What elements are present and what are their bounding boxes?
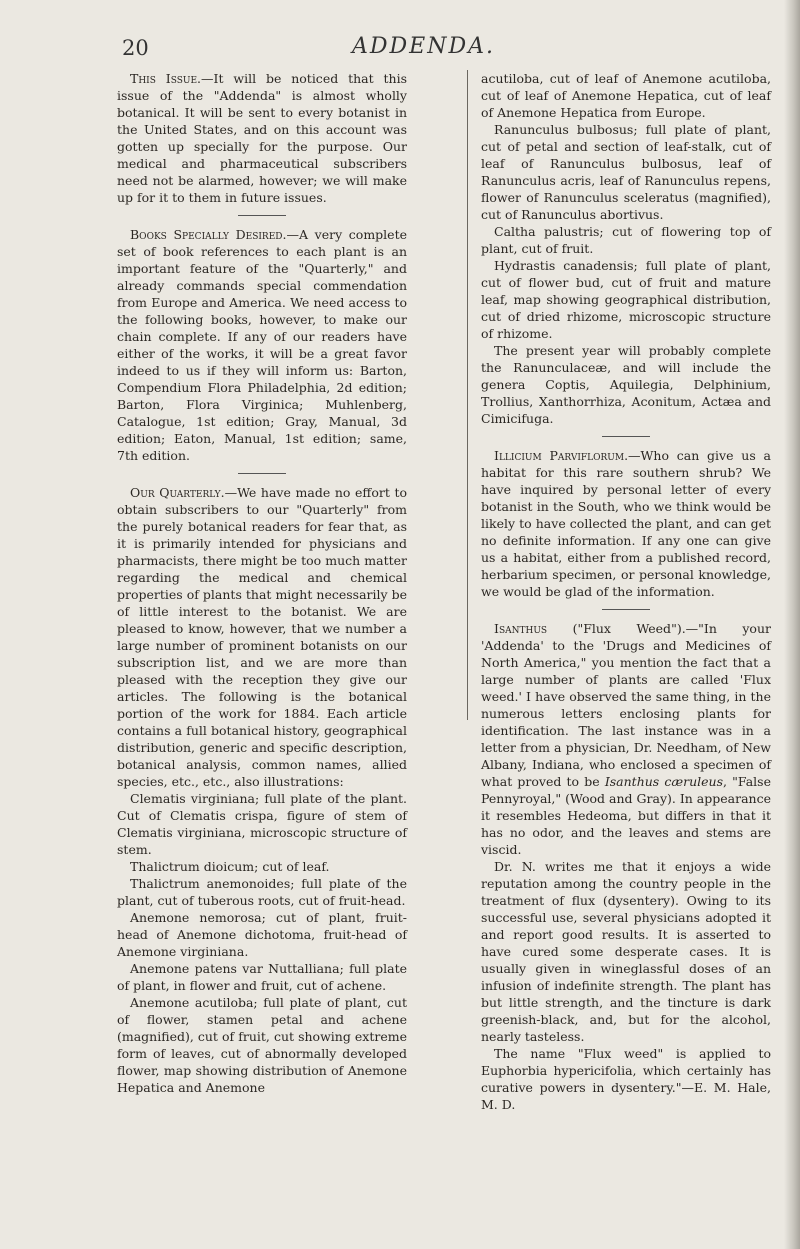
paragraph-this-issue: [117, 70, 407, 206]
list-item: The present year will probably complete the Ranunculaceæ, and will include the genera Coptis, Aquilegia, Delphinium, Trollius, Xanthorrhiza, Aconitum, Actæa and Cimicifuga.: [481, 343, 771, 426]
list-item: Hydrastis canadensis; full plate of plant, cut of flower bud, cut of fruit and mature leaf, map showing geographical distribution, cut of dried rhizome, microscopic structure of rhizome.: [481, 258, 771, 341]
paragraph-heading: Illicium Parviflorum.: [494, 448, 629, 463]
list-item: Ranunculus bulbosus; full plate of plant, cut of petal and section of leaf-stalk, cut of leaf of Ranunculus bulbosus, leaf of Ranunculus acris, leaf of Ranunculus repens, flower of Ranunculus sceleratus (magnified), cut of Ranunculus abortivus.: [481, 122, 771, 222]
paragraph-illicium: [481, 447, 771, 600]
section-divider: [238, 215, 286, 216]
paragraph-heading: Our Quarterly.: [130, 485, 225, 500]
page-number: 20: [122, 36, 149, 60]
plant-list: [117, 790, 407, 1096]
paragraph-body: , "False Pennyroyal," (Wood and Gray). In appearance it resembles Hedeoma, but differs in that it has no odor, and the leaves and stems are viscid.: [481, 774, 771, 857]
paragraph-flux-weed: The name "Flux weed" is applied to Euphorbia hypericifolia, which certainly has curative powers in dysentery."—E. M. Hale, M. D.: [481, 1046, 771, 1112]
page-edge-shadow: [784, 0, 800, 1249]
paragraph-isanthus: [481, 620, 771, 858]
list-item: Anemone nemorosa; cut of plant, fruit-head of Anemone dichotoma, fruit-head of Anemone virginiana.: [117, 910, 407, 959]
paragraph-dr-n: Dr. N. writes me that it enjoys a wide reputation among the country people in the treatment of flux (dysentery). Owing to its successful use, several physicians adopted it and report good results. It is asserted to have cured some desperate cases. It is usually given in wineglassful doses of an infusion of indefinite strength. The plant has but little strength, and the tincture is dark greenish-black, and, but for the alcohol, nearly tasteless.: [481, 859, 771, 1044]
list-item: acutiloba, cut of leaf of Anemone acutiloba, cut of leaf of Anemone Hepatica, cut of leaf of Anemone Hepatica from Europe.: [481, 71, 771, 120]
right-column: [481, 70, 771, 1113]
list-item: Anemone acutiloba; full plate of plant, cut of flower, stamen petal and achene (magnified), cut of fruit, cut showing extreme form of leaves, cut of abnormally developed flower, map showing distribution of Anemone Hepatica and Anemone: [117, 995, 407, 1095]
paragraph-heading: This Issue.: [130, 71, 202, 86]
list-item: Caltha palustris; cut of flowering top of plant, cut of fruit.: [481, 224, 771, 256]
left-column: [117, 70, 407, 1096]
paragraph-body: —Who can give us a habitat for this rare southern shrub? We have inquired by personal letter of every botanist in the South, who we think would be likely to have collected the plant, and can get no definite information. If any one can give us a habitat, either from a published record, herbarium specimen, or personal knowledge, we would be glad of the information.: [481, 448, 771, 599]
paragraph-body: —It will be noticed that this issue of the "Addenda" is almost wholly botanical. It will be sent to every botanist in the United States, and on this account was gotten up specially for the purpose. Our medical and pharmaceutical subscribers need not be alarmed, however; we will make up for it to them in future issues.: [117, 71, 408, 205]
list-item: Thalictrum dioicum; cut of leaf.: [130, 859, 330, 874]
section-divider: [602, 609, 650, 610]
paragraph-heading: Books Specially Desired.: [130, 227, 287, 242]
list-item: Clematis virginiana; full plate of the plant. Cut of Clematis crispa, figure of stem of Clematis virginiana, microscopic structure of stem.: [117, 791, 407, 857]
column-rule: [467, 70, 468, 720]
plant-list-continued: [481, 70, 771, 427]
section-divider: [238, 473, 286, 474]
paragraph-our-quarterly: [117, 484, 407, 790]
section-divider: [602, 436, 650, 437]
paragraph-body: —We have made no effort to obtain subscribers to our "Quarterly" from the purely botanical readers for fear that, as it is primarily intended for physicians and pharmacists, there might be too much matter regarding the medical and chemical properties of plants that might necessarily be of little interest to the botanist. We are pleased to know, however, that we number a large number of prominent botanists on our subscription list, and we are more than pleased with the reception they give our articles. The following is the botanical portion of the work for 1884. Each article contains a full botanical history, geographical distribution, generic and specific description, botanical analysis, common names, allied species, etc., etc., also illustrations:: [117, 485, 408, 789]
paragraph-books-desired: [117, 226, 407, 464]
running-head: ADDENDA.: [352, 34, 495, 59]
species-name: Isanthus cæruleus: [604, 774, 724, 789]
paragraph-body: —A very complete set of book references to each plant is an important feature of the "Quarterly," and already commands special commendation from Europe and America. We need access to the following books, however, to make our chain complete. If any of our readers have either of the works, it will be a great favor indeed to us if they will inform us: Barton, Compendium Flora Philadelphia, 2d edition; Barton, Flora Virginica; Muhlenberg, Catalogue, 1st edition; Gray, Manual, 3d edition; Eaton, Manual, 1st edition; same, 7th edition.: [117, 227, 407, 463]
list-item: Anemone patens var Nuttalliana; full plate of plant, in flower and fruit, cut of achene.: [117, 961, 407, 993]
paragraph-heading: Isanthus: [494, 621, 548, 636]
list-item: Thalictrum anemonoides; full plate of the plant, cut of tuberous roots, cut of fruit-head.: [117, 876, 407, 908]
paragraph-body: ("Flux Weed").—"In your 'Addenda' to the 'Drugs and Medicines of North America," you mention the fact that a large number of plants are called 'Flux weed.' I have observed the same thing, in the numerous letters enclosing plants for identification. The last instance was in a letter from a physician, Dr. Needham, of New Albany, Indiana, who enclosed a specimen of what proved to be: [481, 621, 771, 789]
